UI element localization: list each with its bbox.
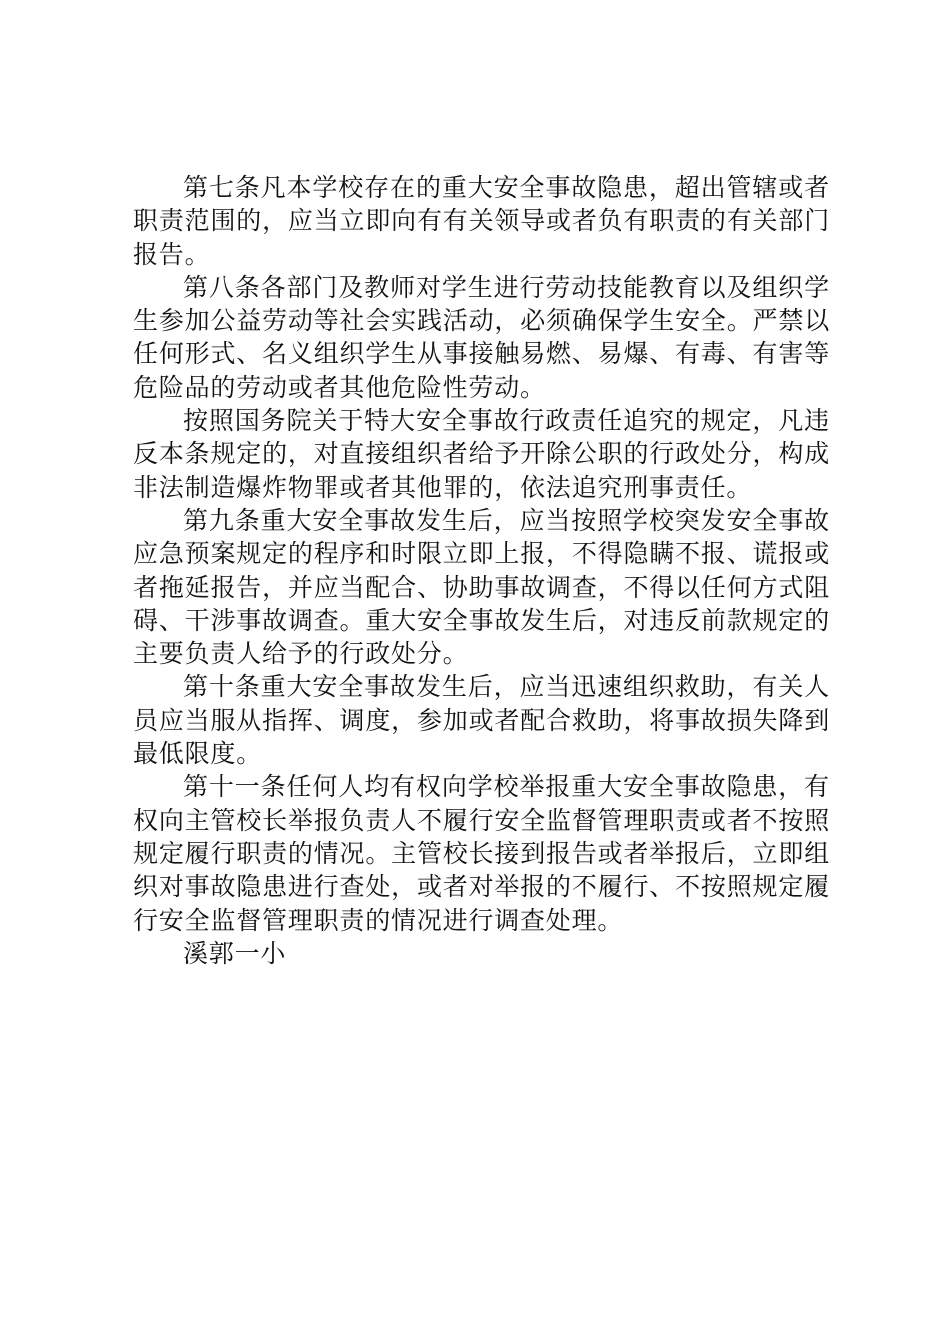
article-7-paragraph: 第七条凡本学校存在的重大安全事故隐患，超出管辖或者职责范围的，应当立即向有有关领导或者负有职责的有关部门报告。 [133,173,830,269]
article-8-paragraph: 第八条各部门及教师对学生进行劳动技能教育以及组织学生参加公益劳动等社会实践活动，必须确保学生安全。严禁以任何形式、名义组织学生从事接触易燃、易爆、有毒、有害等危险品的劳动或者其他危险性劳动。 [133,272,830,402]
document-body [133,171,830,970]
school-signature: 溪郭一小 [183,938,287,968]
article-11-paragraph: 第十一条任何人均有权向学校举报重大安全事故隐患，有权向主管校长举报负责人不履行安全监督管理职责或者不按照规定履行职责的情况。主管校长接到报告或者举报后，立即组织对事故隐患进行查处，或者对举报的不履行、不按照规定履行安全监督管理职责的情况进行调查处理。 [133,772,830,935]
article-8-penalty-paragraph: 按照国务院关于特大安全事故行政责任追究的规定，凡违反本条规定的，对直接组织者给予开除公职的行政处分，构成非法制造爆炸物罪或者其他罪的，依法追究刑事责任。 [133,406,830,502]
article-9-paragraph: 第九条重大安全事故发生后，应当按照学校突发安全事故应急预案规定的程序和时限立即上报，不得隐瞒不报、谎报或者拖延报告，并应当配合、协助事故调查，不得以任何方式阻碍、干涉事故调查。重大安全事故发生后，对违反前款规定的主要负责人给予的行政处分。 [133,505,830,669]
article-10-paragraph: 第十条重大安全事故发生后，应当迅速组织救助，有关人员应当服从指挥、调度，参加或者配合救助，将事故损失降到最低限度。 [133,672,830,769]
